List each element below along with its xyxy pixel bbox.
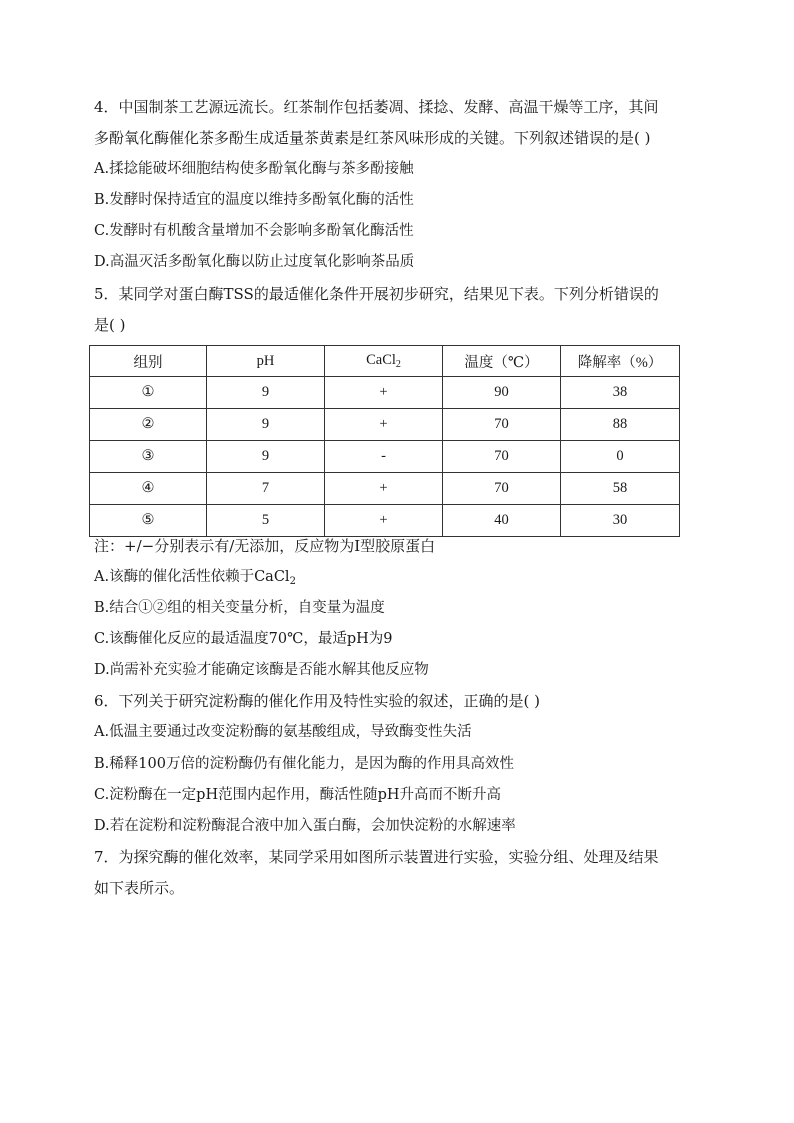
cell-temperature: 70 (443, 409, 561, 441)
q5-option-c: C.该酶催化反应的最适温度70℃，最适pH为9 (94, 631, 393, 647)
cell-temperature: 70 (443, 473, 561, 505)
header-degradation-rate: 降解率（%） (561, 346, 680, 377)
q7-stem-line2: 如下表所示。 (94, 879, 185, 897)
header-cacl2 (325, 346, 443, 377)
q4-option-a: A.揉捻能破坏细胞结构使多酚氧化酶与茶多酚接触 (94, 161, 414, 177)
q5-option-b: B.结合①②组的相关变量分析，自变量为温度 (94, 600, 385, 616)
cell-degradation-rate: 30 (561, 505, 680, 537)
header-group: 组别 (90, 346, 207, 377)
q4-stem-line2: 多酚氧化酶催化茶多酚生成适量茶黄素是红茶风味形成的关键。下列叙述错误的是( ) (94, 129, 651, 147)
q7-stem-line1: 7．为探究酶的催化效率，某同学采用如图所示装置进行实验，实验分组、处理及结果 (94, 848, 659, 866)
q6-stem: 6．下列关于研究淀粉酶的催化作用及特性实验的叙述，正确的是( ) (94, 692, 541, 710)
cell-cacl2: - (325, 441, 443, 473)
cell-group: ④ (90, 473, 207, 505)
q6-option-a: A.低温主要通过改变淀粉酶的氨基酸组成，导致酶变性失活 (94, 724, 472, 740)
cell-group: ② (90, 409, 207, 441)
cell-degradation-rate: 58 (561, 473, 680, 505)
cell-ph: 9 (207, 377, 325, 409)
cell-temperature: 40 (443, 505, 561, 537)
q5-option-a-subscript: 2 (289, 576, 296, 587)
table-row (90, 505, 680, 537)
table-row (90, 441, 680, 473)
q5-stem-line2: 是( ) (94, 316, 126, 334)
q6-option-c: C.淀粉酶在一定pH范围内起作用，酶活性随pH升高而不断升高 (94, 787, 502, 803)
cell-group: ① (90, 377, 207, 409)
cell-ph: 9 (207, 409, 325, 441)
cell-temperature: 70 (443, 441, 561, 473)
cell-group: ⑤ (90, 505, 207, 537)
q4-option-c: C.发酵时有机酸含量增加不会影响多酚氧化酶活性 (94, 223, 414, 239)
q5-option-d: D.尚需补充实验才能确定该酶是否能水解其他反应物 (94, 662, 429, 678)
q5-option-a-main: A.该酶的催化活性依赖于CaCl (94, 569, 290, 585)
cell-ph: 9 (207, 441, 325, 473)
cell-degradation-rate: 88 (561, 409, 680, 441)
q5-stem-line1: 5．某同学对蛋白酶TSS的最适催化条件开展初步研究，结果见下表。下列分析错误的 (94, 285, 659, 303)
header-cacl2-subscript: 2 (395, 359, 401, 370)
cell-degradation-rate: 38 (561, 377, 680, 409)
table-header-row (90, 346, 680, 377)
header-temperature: 温度（℃） (443, 346, 561, 377)
q6-option-d: D.若在淀粉和淀粉酶混合液中加入蛋白酶，会加快淀粉的水解速率 (94, 818, 516, 834)
table-row (90, 473, 680, 505)
table-note: 注：+/−分别表示有/无添加，反应物为Ⅰ型胶原蛋白 (94, 537, 436, 555)
header-ph: pH (207, 346, 325, 377)
cell-degradation-rate: 0 (561, 441, 680, 473)
q4-stem-line1: 4．中国制茶工艺源远流长。红茶制作包括萎凋、揉捻、发酵、高温干燥等工序，其间 (94, 98, 659, 116)
cell-group: ③ (90, 441, 207, 473)
q4-option-b: B.发酵时保持适宜的温度以维持多酚氧化酶的活性 (94, 192, 414, 208)
cell-cacl2: + (325, 473, 443, 505)
cell-ph: 7 (207, 473, 325, 505)
cell-cacl2: + (325, 377, 443, 409)
q5-option-a (94, 567, 714, 592)
cell-cacl2: + (325, 505, 443, 537)
table-row (90, 409, 680, 441)
q6-option-b: B.稀释100万倍的淀粉酶仍有催化能力，是因为酶的作用具高效性 (94, 756, 514, 772)
results-table (89, 345, 680, 537)
header-cacl2-main: CaCl (366, 352, 396, 368)
q4-option-d: D.高温灭活多酚氧化酶以防止过度氧化影响茶品质 (94, 254, 415, 270)
cell-cacl2: + (325, 409, 443, 441)
table-row (90, 377, 680, 409)
cell-temperature: 90 (443, 377, 561, 409)
cell-ph: 5 (207, 505, 325, 537)
